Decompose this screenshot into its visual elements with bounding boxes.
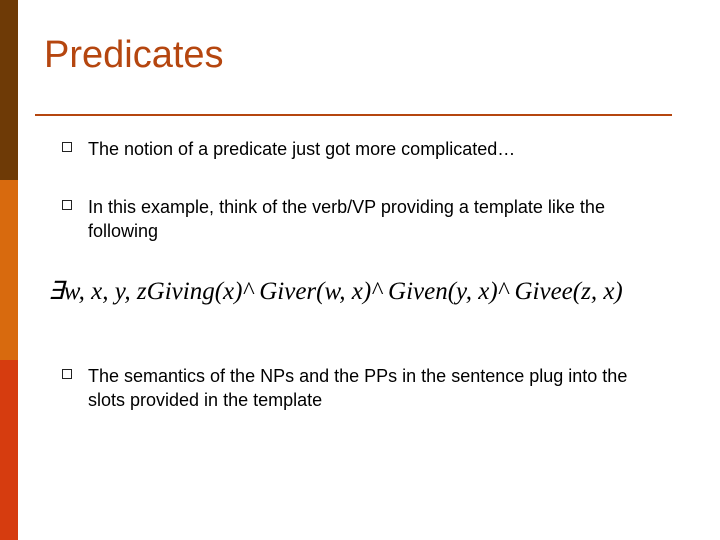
sidebar-segment-middle — [0, 180, 18, 360]
bullet-item — [62, 137, 662, 161]
slide-title: Predicates — [44, 34, 224, 76]
square-bullet-icon — [62, 369, 72, 379]
square-bullet-icon — [62, 200, 72, 210]
bullet-item — [62, 364, 662, 412]
sidebar-decoration — [0, 0, 18, 540]
sidebar-segment-top — [0, 0, 18, 180]
bullet-text: The notion of a predicate just got more complicated… — [88, 139, 516, 159]
bullet-text: The semantics of the NPs and the PPs in the sentence plug into the slots provided in the template — [88, 366, 628, 410]
bullet-item — [62, 195, 662, 243]
logic-formula: ∃w, x, y, zGiving(x)^ Giver(w, x)^ Given(y, x)^ Givee(z, x) — [48, 278, 623, 305]
square-bullet-icon — [62, 142, 72, 152]
bullet-text: In this example, think of the verb/VP providing a template like the following — [88, 197, 605, 241]
sidebar-segment-bottom — [0, 360, 18, 540]
title-divider — [35, 114, 672, 116]
